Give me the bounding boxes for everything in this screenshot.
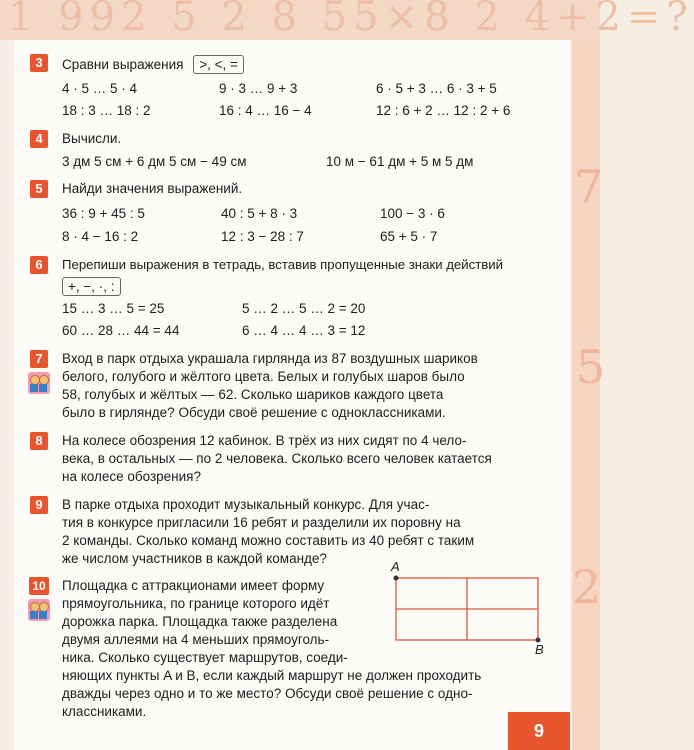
task-3-expr: 6 · 5 + 3 … 6 · 3 + 5 <box>376 81 497 96</box>
task-6-expr: 6 … 4 … 4 … 3 = 12 <box>242 323 366 338</box>
task-number-6: 6 <box>30 256 48 274</box>
task-9-text: же числом участников в каждой команде? <box>62 551 327 566</box>
task-number-5: 5 <box>30 180 48 198</box>
task-number-7: 7 <box>30 350 48 368</box>
task-5-expr: 8 · 4 − 16 : 2 <box>62 229 139 244</box>
task-5-expr: 12 : 3 − 28 : 7 <box>221 229 304 244</box>
task-10-text: ника. Сколько существует маршрутов, соеди- <box>62 650 348 665</box>
task-10-text: классниками. <box>62 704 147 719</box>
point-a-marker <box>394 576 399 581</box>
task-6-expr: 60 … 28 … 44 = 44 <box>62 323 180 338</box>
task-5-expr: 40 : 5 + 8 · 3 <box>221 206 298 221</box>
task-8-text: на колесе обозрения? <box>62 469 201 484</box>
task-number-4: 4 <box>30 130 48 148</box>
page-number: 9 <box>508 712 570 750</box>
task-10-text: дорожка парка. Площадка также разделена <box>62 614 338 629</box>
task-4-title: Вычисли. <box>62 131 122 146</box>
task-3-title-line <box>62 55 244 74</box>
task-10-text: двумя аллеями на 4 меньших прямоуголь- <box>62 632 330 647</box>
task-5-title: Найди значения выражений. <box>62 181 243 196</box>
task-3-expr: 9 · 3 … 9 + 3 <box>219 81 298 96</box>
task-6-expr: 5 … 2 … 5 … 2 = 20 <box>242 301 366 316</box>
task-number-8: 8 <box>30 432 48 450</box>
task-4-expr: 3 дм 5 см + 6 дм 5 см − 49 см <box>62 154 247 169</box>
task-10-text: прямоугольника, по границе которого идёт <box>62 596 330 611</box>
task-3-expr: 16 : 4 … 16 − 4 <box>219 103 312 118</box>
task-5-expr: 36 : 9 + 45 : 5 <box>62 206 145 221</box>
task-3-expr: 18 : 3 … 18 : 2 <box>62 103 151 118</box>
header-decoration <box>0 0 694 40</box>
park-rectangle-diagram <box>384 562 554 662</box>
task-8-text: века, в остальных — по 2 человека. Сколько всего человек катается <box>62 451 492 466</box>
task-9-text: тия в конкурсе пригласили 16 ребят и разделили их поровну на <box>62 515 461 530</box>
task-10-text: Площадка с аттракционами имеет форму <box>62 578 325 593</box>
task-7-text: было в гирлянде? Обсуди своё решение с одноклассниками. <box>62 405 446 420</box>
task-5-expr: 100 − 3 · 6 <box>380 206 445 221</box>
header-digits: 1 992 5 2 8 55×8 2 4+2=? <box>8 0 694 40</box>
task-9-text: 2 команды. Сколько команд можно составить из 40 ребят с таким <box>62 533 475 548</box>
task-7-text: Вход в парк отдыха украшала гирлянда из 87 воздушных шариков <box>62 351 478 366</box>
task-10-text: дважды через одно и то же место? Обсуди своё решение с одно- <box>62 686 473 701</box>
textbook-page <box>14 40 570 750</box>
task-8-text: На колесе обозрения 12 кабинок. В трёх из них сидят по 4 чело- <box>62 433 467 448</box>
task-4-expr: 10 м − 61 дм + 5 м 5 дм <box>326 154 474 169</box>
task-9-text: В парке отдыха проходит музыкальный конкурс. Для учас- <box>62 497 430 512</box>
task-3-expr: 12 : 6 + 2 … 12 : 2 + 6 <box>376 103 511 118</box>
point-b-label: B <box>535 642 544 657</box>
task-number-10: 10 <box>29 577 49 595</box>
task-7-text: 58, голубых и жёлтых — 62. Сколько шариков каждого цвета <box>62 387 444 402</box>
task-5-expr: 65 + 5 · 7 <box>380 229 438 244</box>
task-number-9: 9 <box>30 496 48 514</box>
right-decoration: 7 5 2 <box>572 40 600 750</box>
pair-work-icon <box>28 599 50 621</box>
pair-work-icon <box>28 372 50 394</box>
task-10-text: няющих пункты A и B, если каждый маршрут не должен проходить <box>62 668 482 683</box>
task-3-expr: 4 · 5 … 5 · 4 <box>62 81 138 96</box>
task-6-title: Перепиши выражения в тетрадь, вставив пропущенные знаки действий <box>62 257 503 272</box>
task-number-3: 3 <box>30 54 48 72</box>
task-3-signs-box: >, <, = <box>193 55 244 74</box>
point-a-label: A <box>391 559 400 574</box>
task-3-title: Сравни выражения <box>62 57 184 72</box>
task-7-text: белого, голубого и жёлтого цвета. Белых и голубых шаров было <box>62 369 465 384</box>
task-6-signs-box: +, −, ·, : <box>62 277 121 296</box>
task-6-expr: 15 … 3 … 5 = 25 <box>62 301 165 316</box>
task-6-signs-line <box>62 277 121 296</box>
